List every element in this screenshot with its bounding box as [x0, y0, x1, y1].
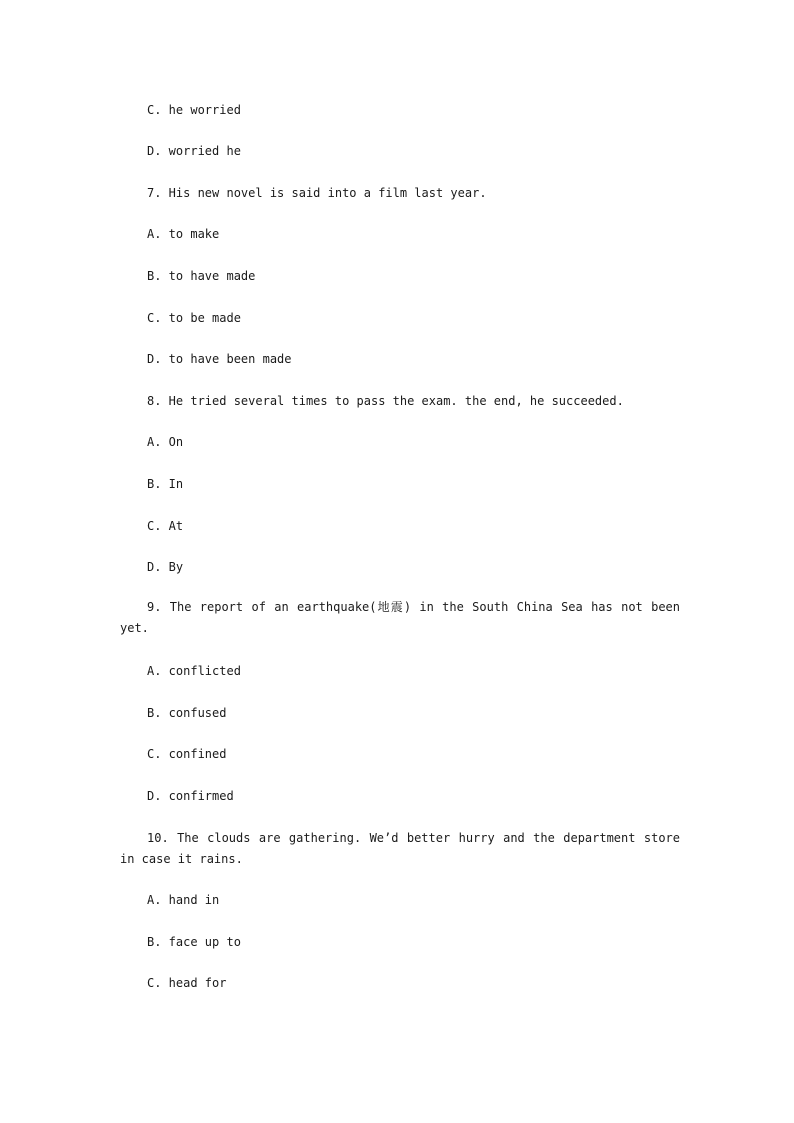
option-9b: B. confused [147, 706, 227, 720]
option-7a: A. to make [147, 227, 220, 241]
option-7c: C. to be made [147, 311, 241, 325]
option-10b: B. face up to [147, 935, 241, 949]
question-7-stem: 7. His new novel is said into a film last year. [147, 186, 487, 200]
option-9a: A. conflicted [147, 664, 241, 678]
option-10c: C. head for [147, 976, 227, 990]
question-9-stem: 9. The report of an earthquake(地震) in the South China Sea has not been yet. [120, 600, 680, 635]
option-7d: D. to have been made [147, 352, 292, 366]
option-10a: A. hand in [147, 893, 220, 907]
option-7b: B. to have made [147, 269, 256, 283]
option-9d: D. confirmed [147, 789, 234, 803]
question-8-stem: 8. He tried several times to pass the exam. the end, he succeeded. [147, 394, 624, 408]
option-6d: D. worried he [147, 144, 241, 158]
option-8a: A. On [147, 435, 184, 449]
option-8c: C. At [147, 519, 184, 533]
option-8d: D. By [147, 560, 184, 574]
question-10-stem: 10. The clouds are gathering. We’d better hurry and the department store in case it rains. [120, 831, 680, 866]
option-9c: C. confined [147, 747, 227, 761]
option-8b: B. In [147, 477, 184, 491]
option-6c: C. he worried [147, 103, 241, 117]
